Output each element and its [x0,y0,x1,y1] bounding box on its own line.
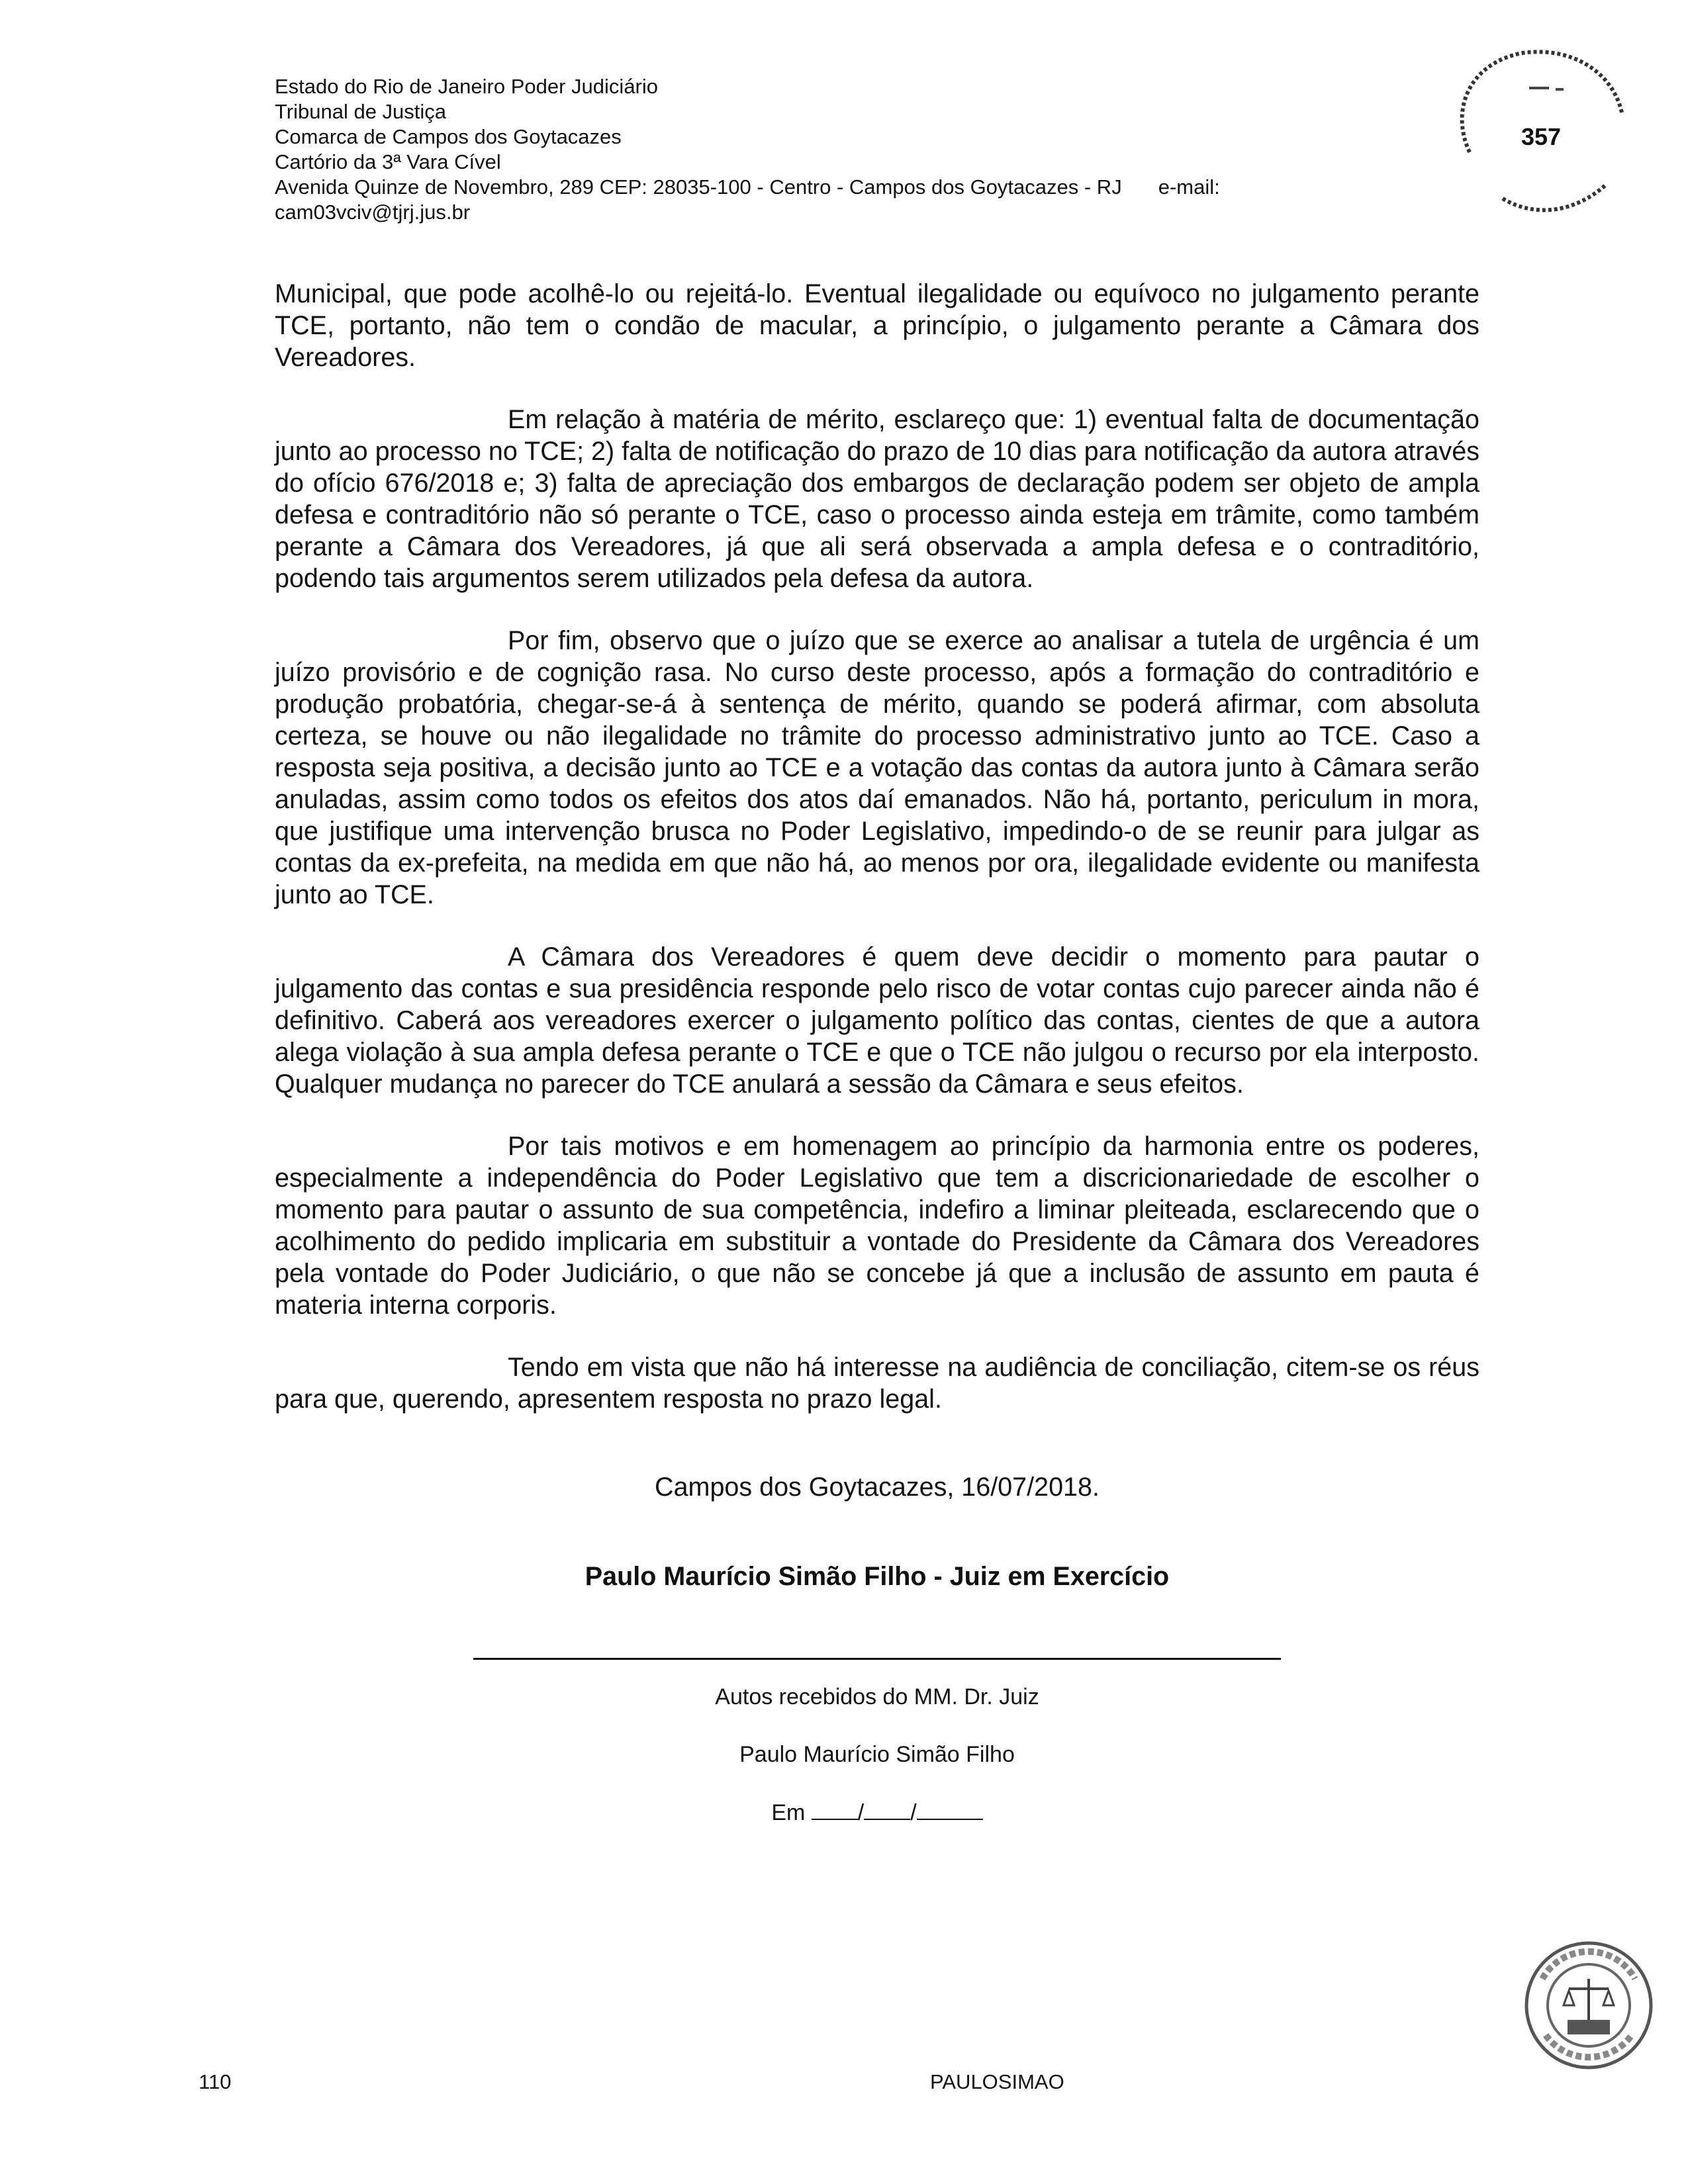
date-separator: / [857,1800,865,1825]
signature-divider [473,1658,1281,1660]
document-body [275,278,1479,1445]
footer-user: PAULOSIMAO [930,2070,1064,2093]
year-blank [917,1799,983,1820]
receipt-line-1: Autos recebidos do MM. Dr. Juiz [715,1684,1039,1709]
court-header [275,74,1307,225]
header-email: cam03vciv@tjrj.jus.br [275,201,471,224]
paragraph-2: Em relação à matéria de mérito, esclareço que: 1) eventual falta de documentação junto ao processo no TCE; 2) falta de notificação do prazo de 10 dias para notificação da autora através do ofício 676/2018 e; 3) falta de apreciação dos embargos de declaração podem ser objeto de ampla defesa e contraditório não só perante o TCE, caso o processo ainda esteja em trâmite, como também perante a Câmara dos Vereadores, já que ali será observada a ampla defesa e o contraditório, podendo tais argumentos serem utilizados pela defesa da autora. [275,405,1479,593]
digital-signature-seal [1523,1939,1655,2071]
receipt-date-line [275,1799,1479,1826]
footer-page-count: 110 [199,2070,232,2093]
paragraph-3: Por fim, observo que o juízo que se exerce ao analisar a tutela de urgência é um juízo provisório e de cognição rasa. No curso deste processo, após a formação do contraditório e produção probatória, chegar-se-á à sentença de mérito, quando se poderá afirmar, com absoluta certeza, se houve ou não ilegalidade no trâmite do processo administrativo junto ao TCE. Caso a resposta seja positiva, a decisão junto ao TCE e a votação das contas da autora junto à Câmara serão anuladas, assim como todos os efeitos dos atos daí emanados. Não há, portanto, periculum in mora, que justifique uma intervenção brusca no Poder Legislativo, impedindo-o de se reunir para julgar as contas da ex-prefeita, na medida em que não há, ao menos por ora, ilegalidade evidente ou manifesta junto ao TCE. [275,626,1479,909]
paragraph-1: Municipal, que pode acolhê-lo ou rejeitá-lo. Eventual ilegalidade ou equívoco no julgamento perante TCE, portanto, não tem o condão de macular, a princípio, o julgamento perante a Câmara dos Vereadores. [275,279,1479,372]
header-email-label: e-mail: [1158,175,1220,199]
day-blank [812,1799,858,1820]
receipt-line-2: Paulo Maurício Simão Filho [739,1742,1015,1767]
header-comarca: Comarca de Campos dos Goytacazes [275,125,622,148]
receipt-em-label: Em [771,1800,806,1825]
month-blank [864,1799,910,1820]
header-court: Tribunal de Justiça [275,100,447,123]
header-state: Estado do Rio de Janeiro Poder Judiciário [275,75,659,98]
paragraph-6: Tendo em vista que não há interesse na audiência de conciliação, citem-se os réus para que, querendo, apresentem resposta no prazo legal. [275,1353,1479,1414]
header-address: Avenida Quinze de Novembro, 289 CEP: 28035-100 - Centro - Campos dos Goytacazes - RJ [275,175,1122,199]
header-address-line [275,175,1307,200]
paragraph-5: Por tais motivos e em homenagem ao princípio da harmonia entre os poderes, especialmente a independência do Poder Legislativo que tem a discricionariedade de escolher o momento para pautar o assunto de sua competência, indefiro a liminar pleiteada, esclarecendo que o acolhimento do pedido implicaria em substituir a vontade do Presidente da Câmara dos Vereadores pela vontade do Poder Judiciário, o que não se concebe já que a inclusão de assunto em pauta é materia interna corporis. [275,1132,1479,1320]
judge-signature: Paulo Maurício Simão Filho - Juiz em Exercício [585,1562,1170,1591]
place-date: Campos dos Goytacazes, 16/07/2018. [655,1473,1100,1502]
stamp-page-number: 357 [1521,123,1562,150]
date-separator: / [910,1800,917,1825]
paragraph-4: A Câmara dos Vereadores é quem deve decidir o momento para pautar o julgamento das contas e sua presidência responde pelo risco de votar contas cujo parecer ainda não é definitivo. Caberá aos vereadores exercer o julgamento político das contas, cientes de que a autora alega violação à sua ampla defesa perante o TCE e que o TCE não julgou o recurso por ela interposto. Qualquer mudança no parecer do TCE anulará a sessão da Câmara e seus efeitos. [275,942,1479,1099]
header-registry: Cartório da 3ª Vara Cível [275,150,501,173]
